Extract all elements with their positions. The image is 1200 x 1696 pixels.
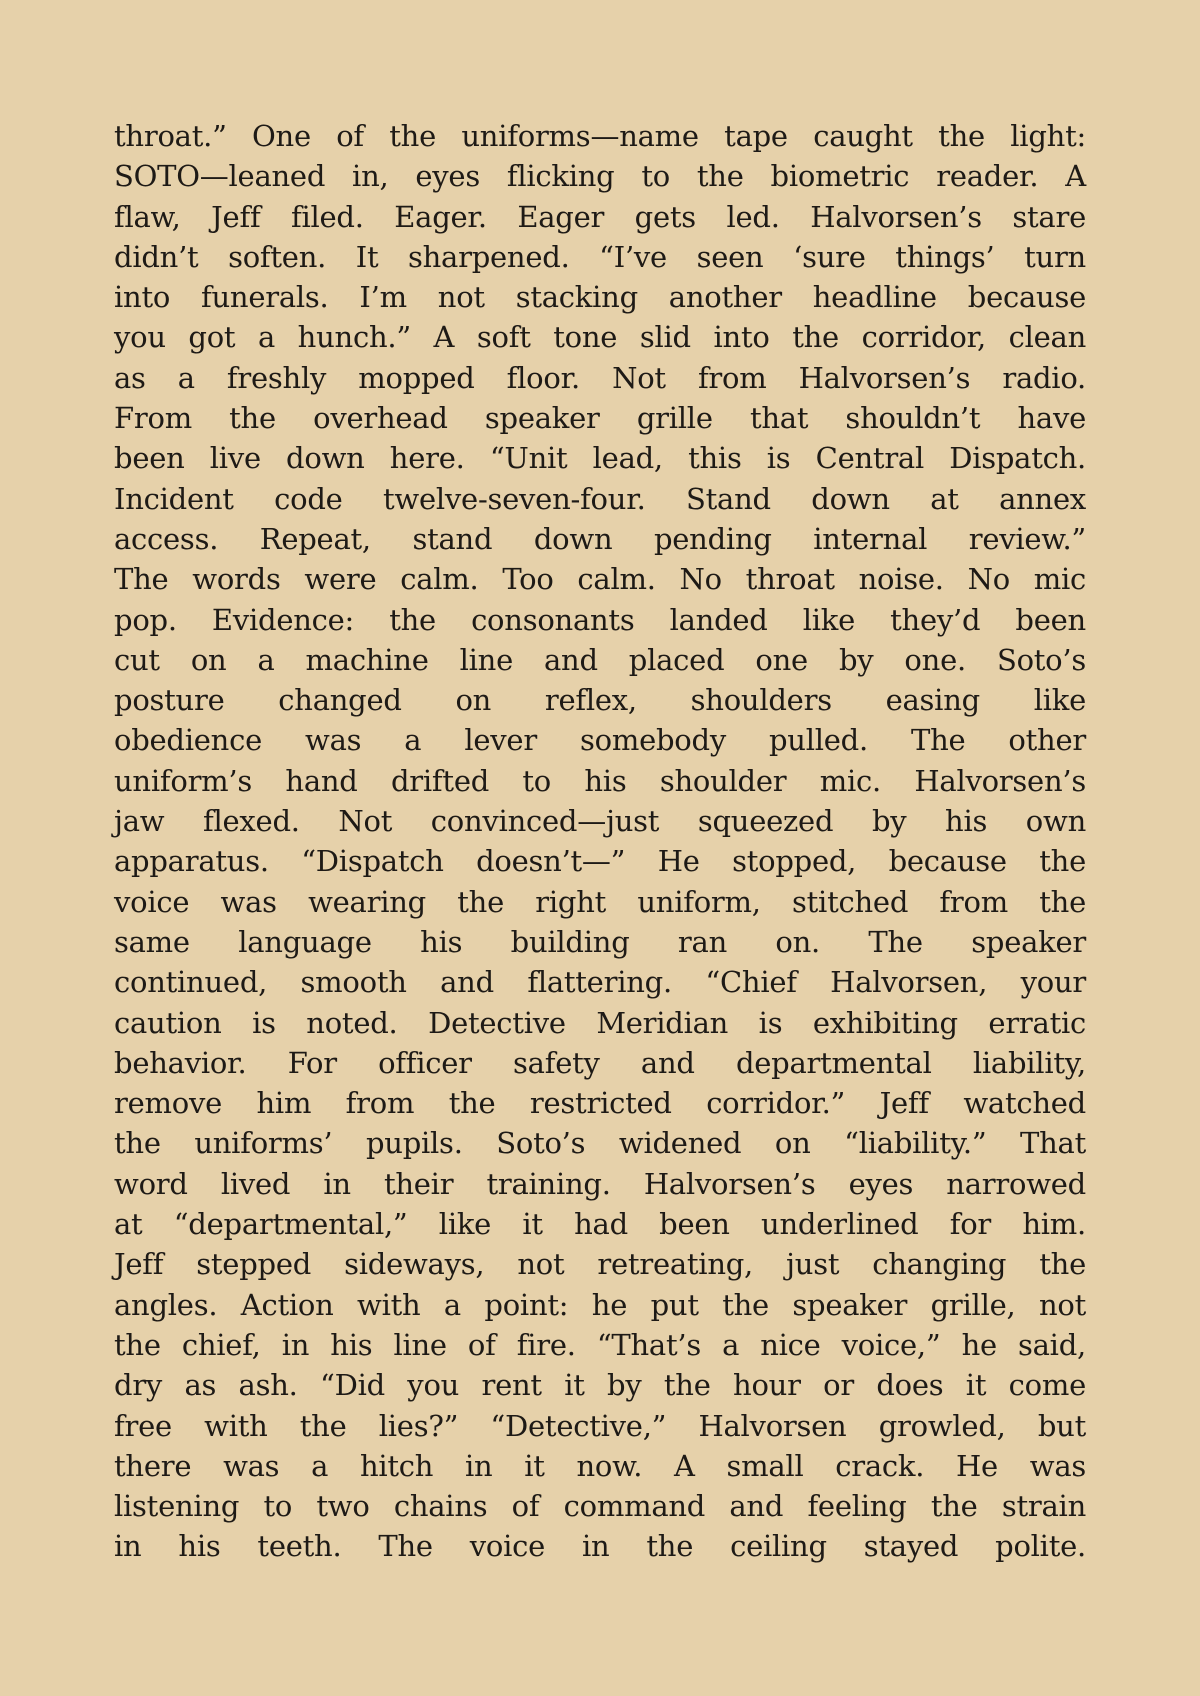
text-line: uniform’s hand drifted to his shoulder mic. Halvorsen’s	[114, 763, 1086, 798]
text-line: jaw flexed. Not convinced—just squeezed by his own	[114, 804, 1086, 839]
text-line: The words were calm. Too calm. No throat noise. No mic	[114, 562, 1086, 597]
text-line: access. Repeat, stand down pending internal review.”	[114, 521, 1086, 556]
text-line: throat.” One of the uniforms—name tape caught the light:	[114, 119, 1086, 153]
text-line: flaw, Jeff filed. Eager. Eager gets led. Halvorsen’s stare	[114, 199, 1086, 234]
text-line: there was a hitch in it now. A small crack. He was	[114, 1448, 1086, 1483]
text-line: apparatus. “Dispatch doesn’t—” He stopped, because the	[114, 844, 1086, 879]
text-line: in his teeth. The voice in the ceiling stayed polite.	[114, 1529, 1086, 1564]
text-line: From the overhead speaker grille that shouldn’t have	[114, 401, 1086, 436]
text-line: dry as ash. “Did you rent it by the hour or does it come	[114, 1368, 1086, 1403]
text-line: as a freshly mopped floor. Not from Halvorsen’s radio.	[114, 360, 1086, 395]
text-line: didn’t soften. It sharpened. “I’ve seen ‘sure things’ turn	[114, 239, 1086, 274]
text-line: the uniforms’ pupils. Soto’s widened on “liability.” That	[114, 1126, 1086, 1161]
text-line: remove him from the restricted corridor.” Jeff watched	[114, 1086, 1086, 1121]
text-line: Incident code twelve-seven-four. Stand down at annex	[114, 481, 1086, 516]
text-line: same language his building ran on. The speaker	[114, 924, 1086, 959]
text-line: SOTO—leaned in, eyes flicking to the biometric reader. A	[114, 159, 1086, 194]
text-line: at “departmental,” like it had been underlined for him.	[114, 1207, 1086, 1242]
text-line: you got a hunch.” A soft tone slid into the corridor, clean	[114, 320, 1086, 355]
text-line: into funerals. I’m not stacking another headline because	[114, 280, 1086, 315]
text-line: free with the lies?” “Detective,” Halvorsen growled, but	[114, 1408, 1086, 1443]
body-text	[114, 116, 1086, 1567]
text-line: cut on a machine line and placed one by one. Soto’s	[114, 642, 1086, 677]
text-line: caution is noted. Detective Meridian is exhibiting erratic	[114, 1005, 1086, 1040]
text-line: obedience was a lever somebody pulled. The other	[114, 723, 1086, 758]
text-line: word lived in their training. Halvorsen’s eyes narrowed	[114, 1166, 1086, 1201]
text-line: voice was wearing the right uniform, stitched from the	[114, 884, 1086, 919]
text-line: behavior. For officer safety and departmental liability,	[114, 1045, 1086, 1080]
text-line: listening to two chains of command and feeling the strain	[114, 1489, 1086, 1524]
text-line: continued, smooth and flattering. “Chief Halvorsen, your	[114, 965, 1086, 1000]
text-line: pop. Evidence: the consonants landed like they’d been	[114, 602, 1086, 637]
text-line: Jeff stepped sideways, not retreating, just changing the	[114, 1247, 1086, 1282]
text-line: been live down here. “Unit lead, this is Central Dispatch.	[114, 441, 1086, 476]
text-line: posture changed on reflex, shoulders easing like	[114, 683, 1086, 718]
text-line: angles. Action with a point: he put the speaker grille, not	[114, 1287, 1086, 1322]
text-line: the chief, in his line of fire. “That’s a nice voice,” he said,	[114, 1327, 1086, 1362]
